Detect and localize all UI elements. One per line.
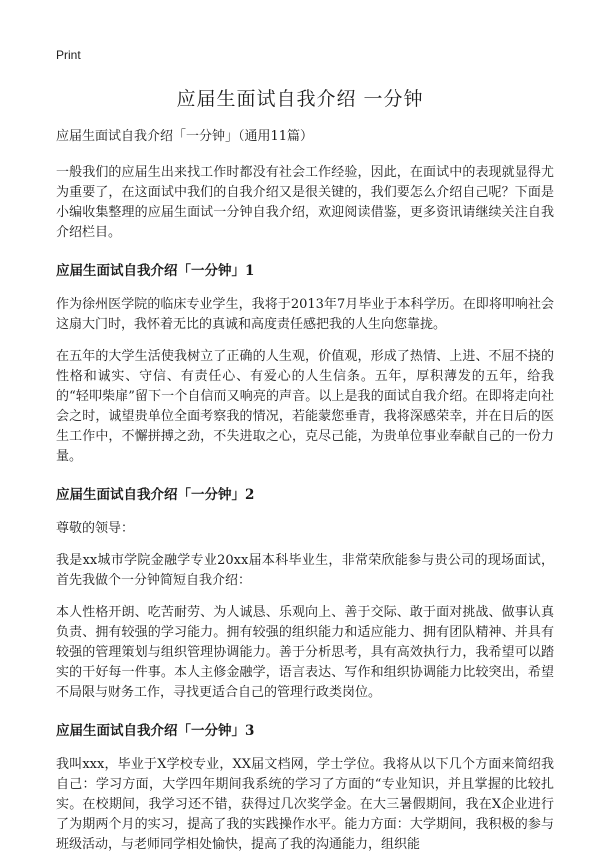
section-heading-2: 应届生面试自我介绍「一分钟」2 [56,487,255,503]
page-title: 应届生面试自我介绍 一分钟 [176,88,424,110]
document-subtitle: 应届生面试自我介绍「一分钟」（通用11篇） [56,129,314,144]
section-1-paragraph-1: 作为徐州医学院的临床专业学生，我将于2013年7月毕业于本科学历。在即将叩响社会这扇大门时，我怀着无比的真诚和高度责任感把我的人生向您靠拢。 [56,297,554,332]
section-2-greeting: 尊敬的领导： [56,521,135,536]
section-2-paragraph-2: 本人性格开朗、吃苦耐劳、为人诚恳、乐观向上、善于交际、敢于面对挑战、做事认真负责、拥有较强的学习能力。拥有较强的组织能力和适应能力、拥有团队精神、并具有较强的管理策划与组织管理协调能力。善于分析思考，具有高效执行力，我希望可以踏实的干好每一件事。本人主修金融学，语言表达、写作和组织协调能力比较突出，希望不局限与财务工作，寻找更适合自己的管理行政类岗位。 [56,605,554,700]
section-1-paragraph-2: 在五年的大学生活使我树立了正确的人生观，价值观，形成了热情、上进、不屈不挠的性格和诚实、守信、有责任心、有爱心的人生信条。五年，厚积薄发的五年，给我的“轻叩柴扉”留下一个自信而又响亮的声音。以上是我的面试自我介绍。在即将走向社会之时，诚望贵单位全面考察我的情况，若能蒙您垂青，我将深感荣幸，并在日后的医生工作中，不懈拼搏之劲，不失进取之心，克尽己能，为贵单位事业奉献自己的一份力量。 [56,349,554,464]
section-heading-3: 应届生面试自我介绍「一分钟」3 [56,723,255,739]
print-link[interactable]: Print [56,48,81,62]
section-2-paragraph-1: 我是xx城市学院金融学专业20xx届本科毕业生，非常荣欣能参与贵公司的现场面试，首先我做个一分钟简短自我介绍： [56,553,554,588]
section-heading-1: 应届生面试自我介绍「一分钟」1 [56,263,255,279]
section-3-paragraph-1: 我叫xxx，毕业于X学校专业，XX届文档网，学士学位。我将从以下几个方面来简绍我自己：学习方面，大学四年期间我系统的学习了方面的“专业知识，并且掌握的比较扎实。在校期间，我学习还不错，获得过几次奖学金。在大三暑假期间，我在X企业进行了为期两个月的实习，提高了我的实践操作水平。能力方面：大学期间，我积极的参与班级活动，与老师同学相处愉快，提高了我的沟通能力，组织能 [56,757,554,852]
intro-paragraph: 一般我们的应届生出来找工作时都没有社会工作经验，因此，在面试中的表现就显得尤为重要了，在这面试中我们的自我介绍又是很关键的，我们要怎么介绍自己呢？下面是小编收集整理的应届生面试一分钟自我介绍，欢迎阅读借鉴，更多资讯请继续关注自我介绍栏目。 [56,165,554,240]
